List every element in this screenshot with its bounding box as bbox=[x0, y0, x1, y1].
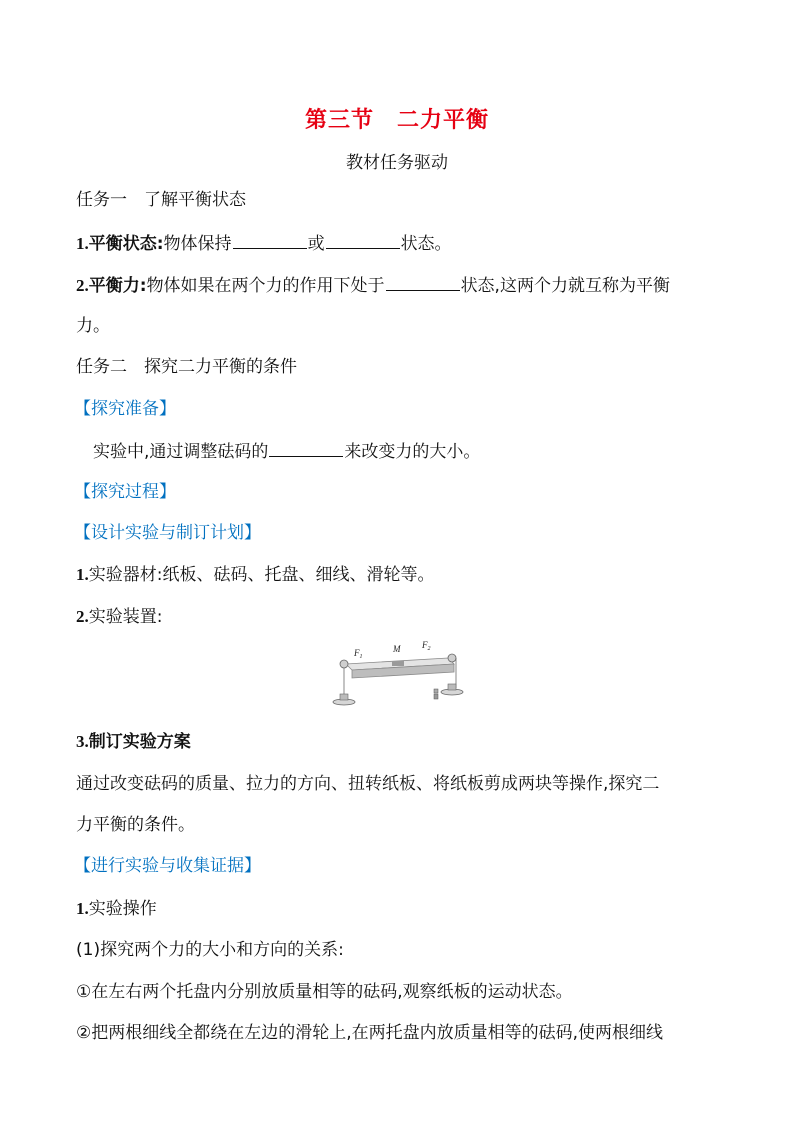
plan-text-line-1: 通过改变砝码的质量、拉力的方向、扭转纸板、将纸板剪成两块等操作,探究二 bbox=[76, 774, 660, 794]
center-mark-m bbox=[392, 661, 404, 666]
label-f2-sub: 2 bbox=[427, 646, 431, 652]
fill-blank[interactable] bbox=[386, 272, 460, 291]
label-f2: F bbox=[422, 640, 428, 650]
experiment-apparatus-figure bbox=[330, 636, 470, 712]
plan-heading bbox=[76, 730, 191, 754]
prep-text-b: 来改变力的大小。 bbox=[344, 442, 481, 462]
process-heading: 【探究过程】 bbox=[74, 482, 176, 502]
fill-blank[interactable] bbox=[233, 230, 307, 249]
item1-text-a: 物体保持 bbox=[163, 234, 232, 254]
task1-heading: 任务一 了解平衡状态 bbox=[76, 190, 246, 210]
device-text: 实验装置: bbox=[88, 607, 163, 627]
section-subtitle: 教材任务驱动 bbox=[346, 153, 448, 173]
item1-term: 平衡状态: bbox=[88, 234, 164, 254]
weight-icon bbox=[434, 694, 438, 699]
item2-text-a: 物体如果在两个力的作用下处于 bbox=[146, 276, 385, 296]
item2-text-b: 状态,这两个力就互称为平衡 bbox=[460, 276, 670, 296]
fill-blank[interactable] bbox=[269, 438, 343, 457]
item2-balanced-force bbox=[76, 272, 670, 298]
fill-blank[interactable] bbox=[326, 230, 400, 249]
device-line bbox=[76, 605, 162, 629]
prep-text-a: 实验中,通过调整砝码的 bbox=[93, 442, 269, 462]
prep-heading: 【探究准备】 bbox=[74, 399, 176, 419]
equipment-text: 实验器材:纸板、砝码、托盘、细线、滑轮等。 bbox=[88, 565, 435, 585]
item2-term: 平衡力: bbox=[88, 276, 147, 296]
plan-number: 3. bbox=[76, 732, 89, 751]
operation-line bbox=[76, 897, 157, 921]
task2-heading: 任务二 探究二力平衡的条件 bbox=[76, 357, 297, 377]
item1-text-b: 或 bbox=[307, 234, 325, 254]
operation-number: 1. bbox=[76, 899, 89, 918]
plan-text-line-2: 力平衡的条件。 bbox=[76, 815, 195, 835]
left-pulley-icon bbox=[340, 660, 348, 668]
plan-title: 制订实验方案 bbox=[88, 732, 191, 752]
operation-1b: ②把两根细线全都绕在左边的滑轮上,在两托盘内放质量相等的砝码,使两根细线 bbox=[76, 1023, 664, 1043]
svg-text:F1 bbox=[353, 648, 363, 660]
item1-balance-state bbox=[76, 230, 452, 256]
design-heading: 【设计实验与制订计划】 bbox=[74, 523, 261, 543]
right-pulley-icon bbox=[448, 654, 456, 662]
equipment-number: 1. bbox=[76, 565, 89, 584]
label-m: M bbox=[393, 644, 401, 654]
item2-number: 2. bbox=[76, 276, 89, 295]
operation-text: 实验操作 bbox=[88, 899, 157, 919]
page-title: 第三节 二力平衡 bbox=[304, 108, 489, 133]
apparatus-diagram bbox=[330, 636, 470, 712]
label-f1-sub: 1 bbox=[359, 654, 363, 660]
operation-1a: ①在左右两个托盘内分别放质量相等的砝码,观察纸板的运动状态。 bbox=[76, 982, 573, 1002]
label-f1: F bbox=[354, 648, 360, 658]
item1-number: 1. bbox=[76, 234, 89, 253]
item1-text-c: 状态。 bbox=[400, 234, 452, 254]
svg-text:F2 bbox=[421, 640, 431, 652]
item2-continuation: 力。 bbox=[76, 316, 110, 336]
device-number: 2. bbox=[76, 607, 89, 626]
operation-1: (1)探究两个力的大小和方向的关系: bbox=[76, 940, 344, 960]
equipment-line bbox=[76, 563, 434, 587]
prep-text bbox=[93, 438, 480, 464]
conduct-heading: 【进行实验与收集证据】 bbox=[74, 856, 261, 876]
